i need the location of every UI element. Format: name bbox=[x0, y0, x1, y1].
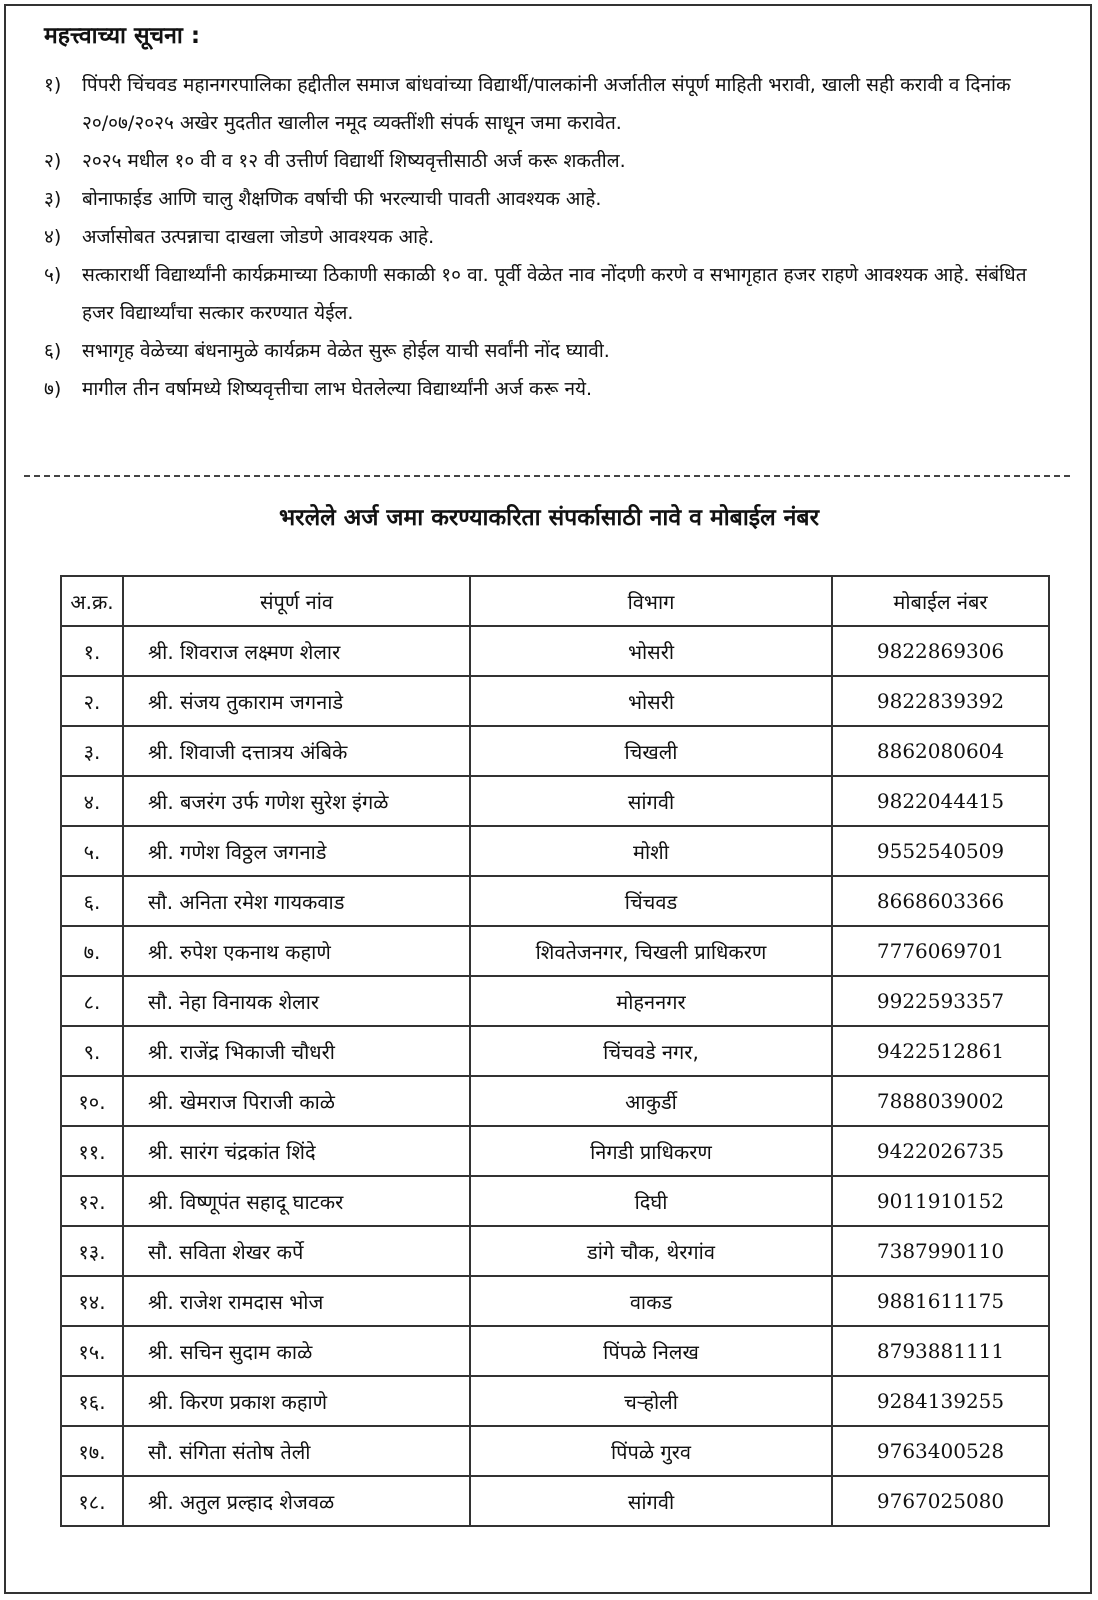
row-dept: चिंचवडे नगर, bbox=[470, 1026, 832, 1076]
row-sr: ७. bbox=[61, 926, 123, 976]
row-mobile: 9422026735 bbox=[832, 1126, 1049, 1176]
row-dept: मोहननगर bbox=[470, 976, 832, 1026]
table-row bbox=[61, 1076, 1049, 1126]
row-name: श्री. सचिन सुदाम काळे bbox=[123, 1326, 470, 1376]
contact-table bbox=[60, 575, 1050, 1527]
table-row bbox=[61, 1026, 1049, 1076]
row-mobile: 9881611175 bbox=[832, 1276, 1049, 1326]
row-mobile: 8862080604 bbox=[832, 726, 1049, 776]
row-name: श्री. शिवराज लक्ष्मण शेलार bbox=[123, 626, 470, 676]
row-name: सौ. सविता शेखर कर्पे bbox=[123, 1226, 470, 1276]
row-mobile: 9763400528 bbox=[832, 1426, 1049, 1476]
table-row bbox=[61, 1126, 1049, 1176]
row-name: श्री. राजेंद्र भिकाजी चौधरी bbox=[123, 1026, 470, 1076]
row-name: सौ. संगिता संतोष तेली bbox=[123, 1426, 470, 1476]
notice-number: २) bbox=[44, 150, 62, 172]
table-row bbox=[61, 776, 1049, 826]
row-sr: १. bbox=[61, 626, 123, 676]
row-name: श्री. शिवाजी दत्तात्रय अंबिके bbox=[123, 726, 470, 776]
row-sr: १०. bbox=[61, 1076, 123, 1126]
table-row bbox=[61, 626, 1049, 676]
row-mobile: 9552540509 bbox=[832, 826, 1049, 876]
row-dept: भोसरी bbox=[470, 676, 832, 726]
row-mobile: 7776069701 bbox=[832, 926, 1049, 976]
table-row bbox=[61, 1476, 1049, 1526]
row-dept: डांगे चौक, थेरगांव bbox=[470, 1226, 832, 1276]
table-header-row bbox=[61, 576, 1049, 626]
row-mobile: 8793881111 bbox=[832, 1326, 1049, 1376]
row-name: श्री. गणेश विठ्ठल जगनाडे bbox=[123, 826, 470, 876]
table-row bbox=[61, 1176, 1049, 1226]
header-name: संपूर्ण नांव bbox=[123, 576, 470, 626]
notice-text: अर्जासोबत उत्पन्नाचा दाखला जोडणे आवश्यक आहे. bbox=[82, 226, 435, 248]
notice-item bbox=[44, 370, 1064, 408]
row-name: सौ. अनिता रमेश गायकवाड bbox=[123, 876, 470, 926]
row-dept: निगडी प्राधिकरण bbox=[470, 1126, 832, 1176]
notice-text: पिंपरी चिंचवड महानगरपालिका हद्दीतील समाज बांधवांच्या विद्यार्थी/पालकांनी अर्जातील संपूर्ण माहिती भरावी, खाली सही करावी व दिनांक २०/०७/२०२५ अखेर मुदतीत खालील नमूद व्यक्तींशी संपर्क साधून जमा करावेत. bbox=[82, 74, 1011, 134]
row-sr: १४. bbox=[61, 1276, 123, 1326]
notice-item bbox=[44, 180, 1064, 218]
row-mobile: 9822869306 bbox=[832, 626, 1049, 676]
contact-heading: भरलेले अर्ज जमा करण्याकरिता संपर्कासाठी नावे व मोबाईल नंबर bbox=[279, 505, 819, 531]
row-sr: १८. bbox=[61, 1476, 123, 1526]
row-sr: २. bbox=[61, 676, 123, 726]
row-sr: ५. bbox=[61, 826, 123, 876]
notice-heading: महत्त्वाच्या सूचना : bbox=[44, 23, 201, 49]
notice-number: ५) bbox=[44, 264, 62, 286]
row-dept: मोशी bbox=[470, 826, 832, 876]
table-row bbox=[61, 876, 1049, 926]
row-dept: भोसरी bbox=[470, 626, 832, 676]
row-name: श्री. रुपेश एकनाथ कहाणे bbox=[123, 926, 470, 976]
row-mobile: 9767025080 bbox=[832, 1476, 1049, 1526]
notice-item bbox=[44, 66, 1064, 142]
row-dept: चऱ्होली bbox=[470, 1376, 832, 1426]
row-dept: सांगवी bbox=[470, 1476, 832, 1526]
row-sr: ६. bbox=[61, 876, 123, 926]
row-dept: आकुर्डी bbox=[470, 1076, 832, 1126]
row-sr: ११. bbox=[61, 1126, 123, 1176]
row-sr: ८. bbox=[61, 976, 123, 1026]
row-name: श्री. बजरंग उर्फ गणेश सुरेश इंगळे bbox=[123, 776, 470, 826]
row-name: श्री. सारंग चंद्रकांत शिंदे bbox=[123, 1126, 470, 1176]
notice-text: २०२५ मधील १० वी व १२ वी उत्तीर्ण विद्यार्थी शिष्यवृत्तीसाठी अर्ज करू शकतील. bbox=[82, 150, 626, 172]
notice-number: ६) bbox=[44, 340, 62, 362]
notice-list bbox=[44, 66, 1064, 408]
notice-item bbox=[44, 218, 1064, 256]
notice-number: ३) bbox=[44, 188, 62, 210]
row-mobile: 9422512861 bbox=[832, 1026, 1049, 1076]
row-name: श्री. संजय तुकाराम जगनाडे bbox=[123, 676, 470, 726]
row-dept: शिवतेजनगर, चिखली प्राधिकरण bbox=[470, 926, 832, 976]
notice-item bbox=[44, 256, 1064, 332]
row-dept: पिंपळे गुरव bbox=[470, 1426, 832, 1476]
row-sr: १३. bbox=[61, 1226, 123, 1276]
row-mobile: 9011910152 bbox=[832, 1176, 1049, 1226]
row-sr: ४. bbox=[61, 776, 123, 826]
table-row bbox=[61, 726, 1049, 776]
notice-text: बोनाफाईड आणि चालु शैक्षणिक वर्षाची फी भरल्याची पावती आवश्यक आहे. bbox=[82, 188, 602, 210]
notice-item bbox=[44, 332, 1064, 370]
notice-text: मागील तीन वर्षामध्ये शिष्यवृत्तीचा लाभ घेतलेल्या विद्यार्थ्यांनी अर्ज करू नये. bbox=[82, 378, 593, 400]
row-mobile: 7888039002 bbox=[832, 1076, 1049, 1126]
notice-number: १) bbox=[44, 74, 62, 96]
table-row bbox=[61, 1226, 1049, 1276]
row-mobile: 9822839392 bbox=[832, 676, 1049, 726]
notice-number: ४) bbox=[44, 226, 62, 248]
row-mobile: 9922593357 bbox=[832, 976, 1049, 1026]
row-sr: १५. bbox=[61, 1326, 123, 1376]
row-sr: ३. bbox=[61, 726, 123, 776]
row-name: सौ. नेहा विनायक शेलार bbox=[123, 976, 470, 1026]
notice-text: सत्कारार्थी विद्यार्थ्यांनी कार्यक्रमाच्या ठिकाणी सकाळी १० वा. पूर्वी वेळेत नाव नोंदणी करणे व सभागृहात हजर राहणे आवश्यक आहे. संबंधित हजर विद्यार्थ्यांचा सत्कार करण्यात येईल. bbox=[82, 264, 1027, 324]
row-sr: १६. bbox=[61, 1376, 123, 1426]
row-dept: चिखली bbox=[470, 726, 832, 776]
row-mobile: 9822044415 bbox=[832, 776, 1049, 826]
table-row bbox=[61, 976, 1049, 1026]
table-row bbox=[61, 676, 1049, 726]
row-name: श्री. अतुल प्रल्हाद शेजवळ bbox=[123, 1476, 470, 1526]
header-mobile: मोबाईल नंबर bbox=[832, 576, 1049, 626]
row-name: श्री. किरण प्रकाश कहाणे bbox=[123, 1376, 470, 1426]
row-sr: १२. bbox=[61, 1176, 123, 1226]
row-sr: १७. bbox=[61, 1426, 123, 1476]
row-dept: चिंचवड bbox=[470, 876, 832, 926]
dashed-divider bbox=[24, 475, 1070, 477]
header-sr: अ.क्र. bbox=[61, 576, 123, 626]
row-name: श्री. खेमराज पिराजी काळे bbox=[123, 1076, 470, 1126]
row-name: श्री. राजेश रामदास भोज bbox=[123, 1276, 470, 1326]
notice-number: ७) bbox=[44, 378, 62, 400]
row-dept: सांगवी bbox=[470, 776, 832, 826]
row-mobile: 9284139255 bbox=[832, 1376, 1049, 1426]
notice-item bbox=[44, 142, 1064, 180]
header-dept: विभाग bbox=[470, 576, 832, 626]
row-mobile: 8668603366 bbox=[832, 876, 1049, 926]
notice-text: सभागृह वेळेच्या बंधनामुळे कार्यक्रम वेळेत सुरू होईल याची सर्वांनी नोंद घ्यावी. bbox=[82, 340, 610, 362]
table-row bbox=[61, 1426, 1049, 1476]
row-mobile: 7387990110 bbox=[832, 1226, 1049, 1276]
row-sr: ९. bbox=[61, 1026, 123, 1076]
table-row bbox=[61, 826, 1049, 876]
row-dept: वाकड bbox=[470, 1276, 832, 1326]
table-row bbox=[61, 1276, 1049, 1326]
row-name: श्री. विष्णूपंत सहादू घाटकर bbox=[123, 1176, 470, 1226]
row-dept: पिंपळे निलख bbox=[470, 1326, 832, 1376]
table-row bbox=[61, 1326, 1049, 1376]
row-dept: दिघी bbox=[470, 1176, 832, 1226]
table-row bbox=[61, 1376, 1049, 1426]
table-row bbox=[61, 926, 1049, 976]
